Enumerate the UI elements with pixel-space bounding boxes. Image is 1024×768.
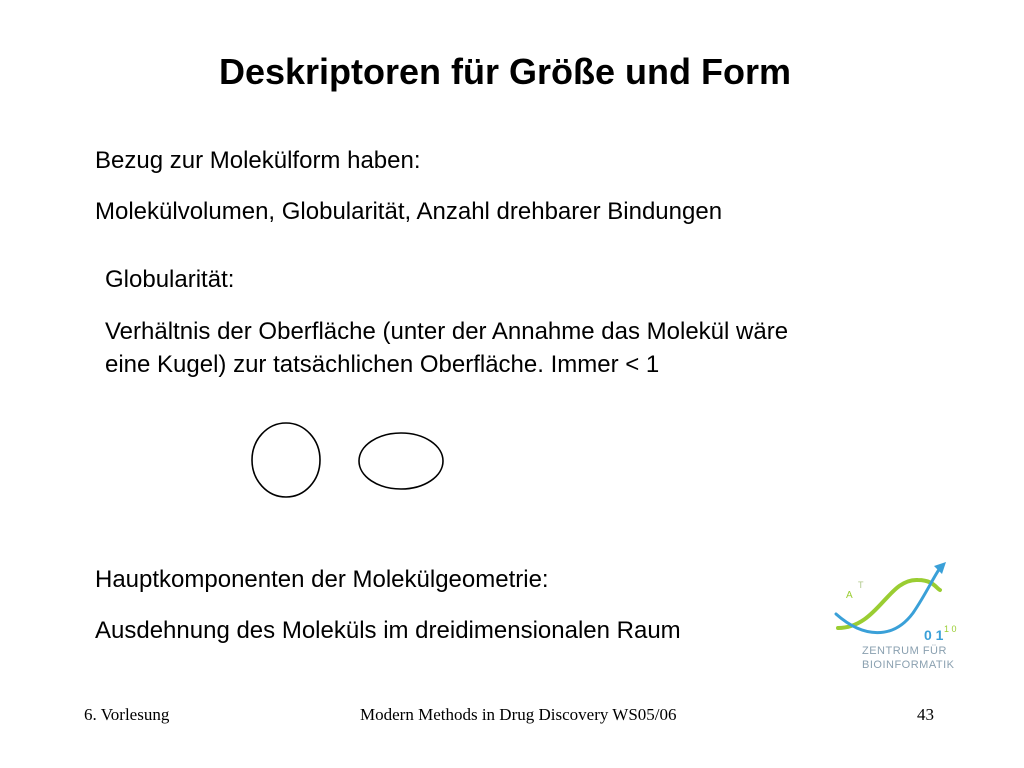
section1-text: Molekülvolumen, Globularität, Anzahl drehbarer Bindungen bbox=[95, 198, 723, 225]
section2-heading: Globularität: bbox=[105, 266, 235, 293]
ellipse-shape bbox=[359, 433, 443, 489]
section2-line2: eine Kugel) zur tatsächlichen Oberfläche. Immer < 1 bbox=[105, 351, 660, 378]
logo-binary: 0 1 bbox=[924, 627, 944, 643]
logo-letters-t: T bbox=[858, 580, 864, 590]
logo-letters-a: A bbox=[846, 590, 853, 601]
shape-illustration bbox=[246, 418, 452, 502]
section3-heading: Hauptkomponenten der Molekülgeometrie: bbox=[95, 566, 549, 593]
logo-line2: BIOINFORMATIK bbox=[862, 659, 955, 671]
slide-title: Deskriptoren für Größe und Form bbox=[218, 51, 792, 92]
section3-text: Ausdehnung des Moleküls im dreidimensionalen Raum bbox=[95, 617, 681, 644]
section1-heading: Bezug zur Molekülform haben: bbox=[95, 147, 421, 174]
footer-course: Modern Methods in Drug Discovery WS05/06 bbox=[360, 705, 677, 724]
logo-line1: ZENTRUM FÜR bbox=[862, 645, 947, 657]
zentrum-bioinformatik-logo bbox=[818, 558, 978, 676]
footer-lecture: 6. Vorlesung bbox=[84, 705, 170, 724]
circle-shape bbox=[252, 423, 320, 497]
logo-green-curve bbox=[838, 580, 940, 628]
logo-binary-small: 1 0 bbox=[944, 624, 957, 634]
section2-line1: Verhältnis der Oberfläche (unter der Annahme das Molekül wäre bbox=[105, 318, 789, 345]
footer-page-number: 43 bbox=[917, 705, 934, 724]
